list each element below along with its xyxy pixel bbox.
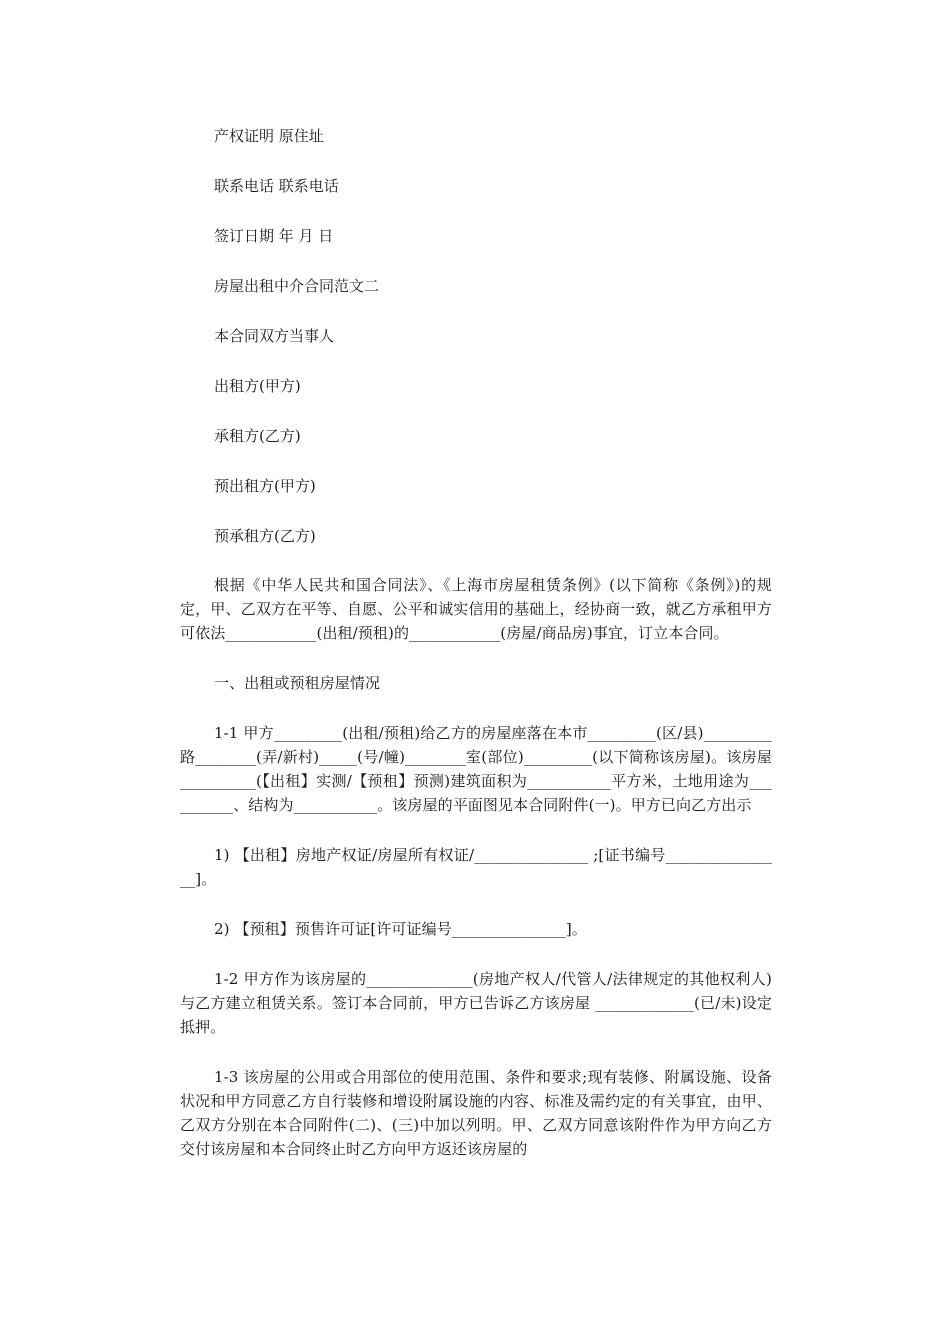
pre-lessor-line: 预出租方(甲方): [214, 477, 316, 495]
parties-heading: 本合同双方当事人: [214, 327, 335, 345]
clause-item-2: 2) 【预租】预售许可证[许可证编号_______________]。: [214, 920, 587, 938]
pre-lessee-line: 预承租方(乙方): [214, 527, 316, 545]
document-title: 房屋出租中介合同范文二: [214, 277, 380, 295]
preamble-paragraph: 根据《中华人民共和国合同法》、《上海市房屋租赁条例》(以下简称《条例》)的规定，甲、乙双方在平等、自愿、公平和诚实信用的基础上，经协商一致，就乙方承租甲方可依法____________(出租/预租)的____________(房屋/商品房)事宜，订立本合同。: [180, 576, 772, 642]
property-certificate-line: 产权证明 原住址: [214, 127, 324, 145]
lessor-line: 出租方(甲方): [214, 377, 301, 395]
section-one-heading: 一、出租或预租房屋情况: [214, 674, 381, 692]
clause-1-3: 1-3 该房屋的公用或合用部位的使用范围、条件和要求;现有装修、附属设施、设备状况和甲方同意乙方自行装修和增设附属设施的内容、标准及需约定的有关事宜，由甲、乙双方分别在本合同附件(二)、(三)中加以列明。甲、乙双方同意该附件作为甲方向乙方交付该房屋和本合同终止时乙方向甲方返还该房屋的: [180, 1068, 772, 1158]
clause-item-1: 1) 【出租】房地产权证/房屋所有权证/_______________ ;[证书编号________________]。: [180, 846, 772, 888]
clause-1-1: 1-1 甲方_________(出租/预租)给乙方的房屋座落在本市_________(区/县)_________路________(弄/新村)_____(号/幢)________室(部位)_________(以下简称该房屋)。该房屋__________(【出租】实测/【预租】预测)建筑面积为___________平方米，土地用途为__________、结构为___________。该房屋的平面图见本合同附件(一)。甲方已向乙方出示: [180, 724, 772, 814]
lessee-line: 承租方(乙方): [214, 427, 301, 445]
signing-date-line: 签订日期 年 月 日: [214, 227, 334, 245]
contact-phone-line: 联系电话 联系电话: [214, 177, 339, 195]
clause-1-2: 1-2 甲方作为该房屋的______________(房地产权人/代管人/法律规定的其他权利人)与乙方建立租赁关系。签订本合同前，甲方已告诉乙方该房屋 _____________(已/未)设定抵押。: [180, 970, 772, 1036]
document-page: [180, 123, 772, 1187]
